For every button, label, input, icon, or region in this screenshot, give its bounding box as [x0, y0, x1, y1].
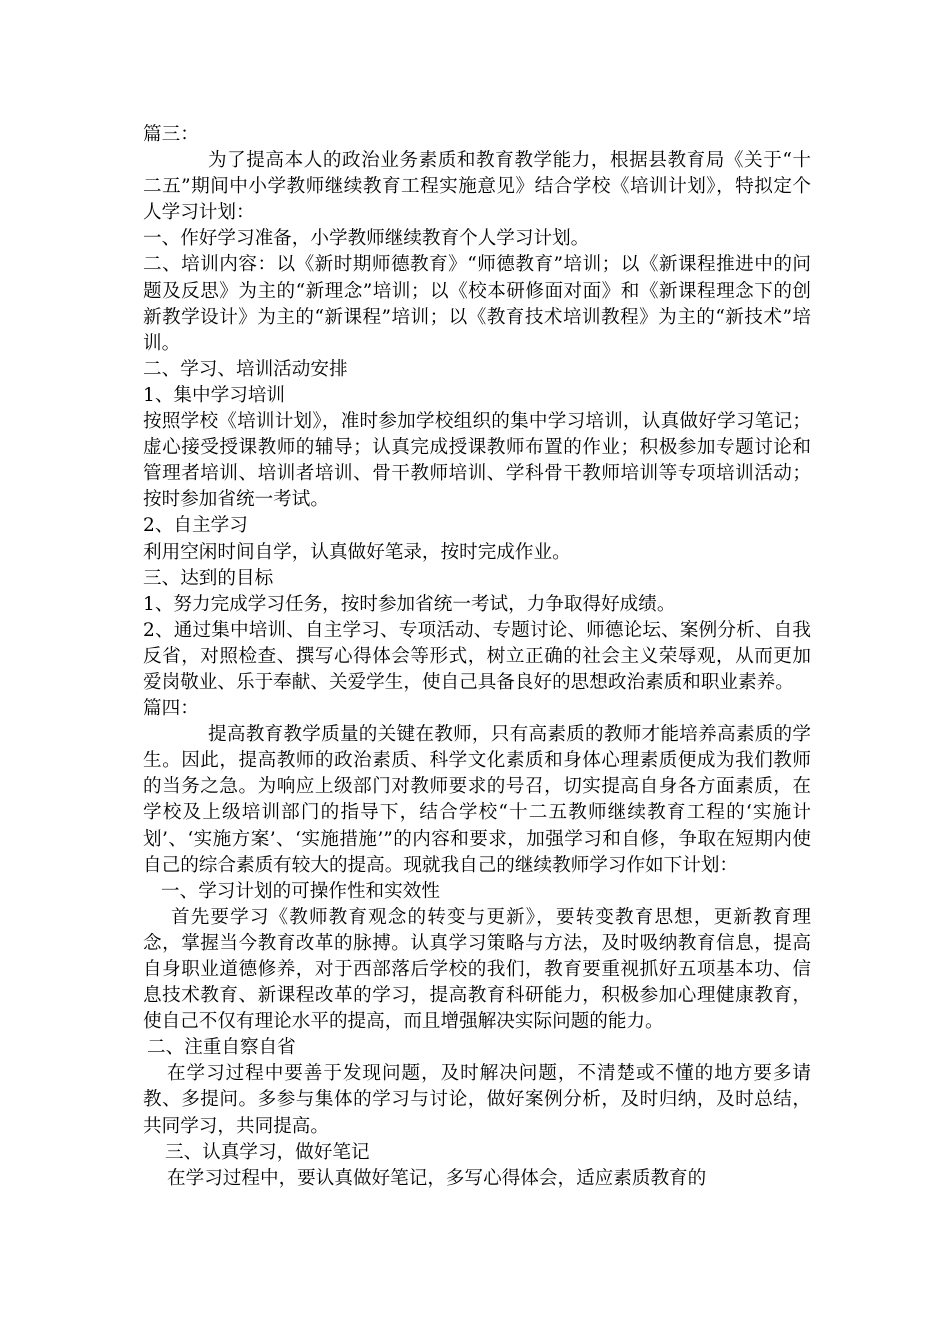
paragraph: 2、自主学习: [143, 515, 248, 537]
paragraph: 三、认真学习，做好笔记: [165, 1141, 370, 1163]
section-heading: 篇四：: [143, 698, 199, 720]
paragraph: 在学习过程中要善于发现问题，及时解决问题，不清楚或不懂的地方要多请教、多提问。多参与集体的学习与讨论，做好案例分析，及时归纳，及时总结，共同学习，共同提高。: [143, 1063, 811, 1137]
paragraph: 一、学习计划的可操作性和实效性: [161, 880, 440, 902]
paragraph: 三、达到的目标: [143, 567, 274, 589]
paragraph: 按照学校《培训计划》，准时参加学校组织的集中学习培训，认真做好学习笔记；虚心接受授课教师的辅导；认真完成授课教师布置的作业；积极参加专题讨论和管理者培训、培训者培训、骨干教师培训、学科骨干教师培训等专项培训活动；按时参加省统一考试。: [143, 411, 811, 511]
paragraph: 2、通过集中培训、自主学习、专项活动、专题讨论、师德论坛、案例分析、自我反省，对照检查、撰写心得体会等形式，树立正确的社会主义荣辱观，从而更加爱岗敬业、乐于奉献、关爱学生，使自己具备良好的思想政治素质和职业素养。: [143, 619, 811, 693]
paragraph: 首先要学习《教师教育观念的转变与更新》，要转变教育思想，更新教育理念，掌握当今教育改革的脉搏。认真学习策略与方法，及时吸纳教育信息，提高自身职业道德修养，对于西部落后学校的我们，教育要重视抓好五项基本功、信息技术教育、新课程改革的学习，提高教育科研能力，积极参加心理健康教育，使自己不仅有理论水平的提高，而且增强解决实际问题的能力。: [143, 906, 811, 1033]
section-heading: 篇三：: [143, 124, 199, 145]
paragraph: 二、培训内容：以《新时期师德教育》“师德教育”培训；以《新课程推进中的问题及反思》为主的“新理念”培训；以《校本研修面对面》和《新课程理念下的创新教学设计》为主的“新课程”培训；以《教育技术培训教程》为主的“新技术”培训。: [143, 254, 811, 354]
document-page: [143, 122, 811, 1192]
paragraph: 在学习过程中，要认真做好笔记，多写心得体会，适应素质教育的: [167, 1167, 707, 1189]
paragraph: 一、作好学习准备，小学教师继续教育个人学习计划。: [143, 228, 590, 250]
paragraph: 二、学习、培训活动安排: [143, 358, 348, 380]
paragraph: 提高教育教学质量的关键在教师，只有高素质的教师才能培养高素质的学生。因此，提高教师的政治素质、科学文化素质和身体心理素质便成为我们教师的当务之急。为响应上级部门对教师要求的号召，切实提高自身各方面素质，在学校及上级培训部门的指导下，结合学校“十二五教师继续教育工程的‘实施计划’、‘实施方案’、‘实施措施’”的内容和要求，加强学习和自修，争取在短期内使自己的综合素质有较大的提高。现就我自己的继续教师学习作如下计划：: [143, 724, 811, 876]
paragraph: 二、注重自察自省: [147, 1037, 296, 1059]
paragraph: 1、努力完成学习任务，按时参加省统一考试，力争取得好成绩。: [143, 593, 676, 615]
paragraph: 利用空闲时间自学，认真做好笔录，按时完成作业。: [143, 541, 571, 563]
paragraph: 为了提高本人的政治业务素质和教育教学能力，根据县教育局《关于“十二五”期间中小学教师继续教育工程实施意见》结合学校《培训计划》，特拟定个人学习计划：: [143, 150, 811, 224]
paragraph: 1、集中学习培训: [143, 384, 285, 406]
